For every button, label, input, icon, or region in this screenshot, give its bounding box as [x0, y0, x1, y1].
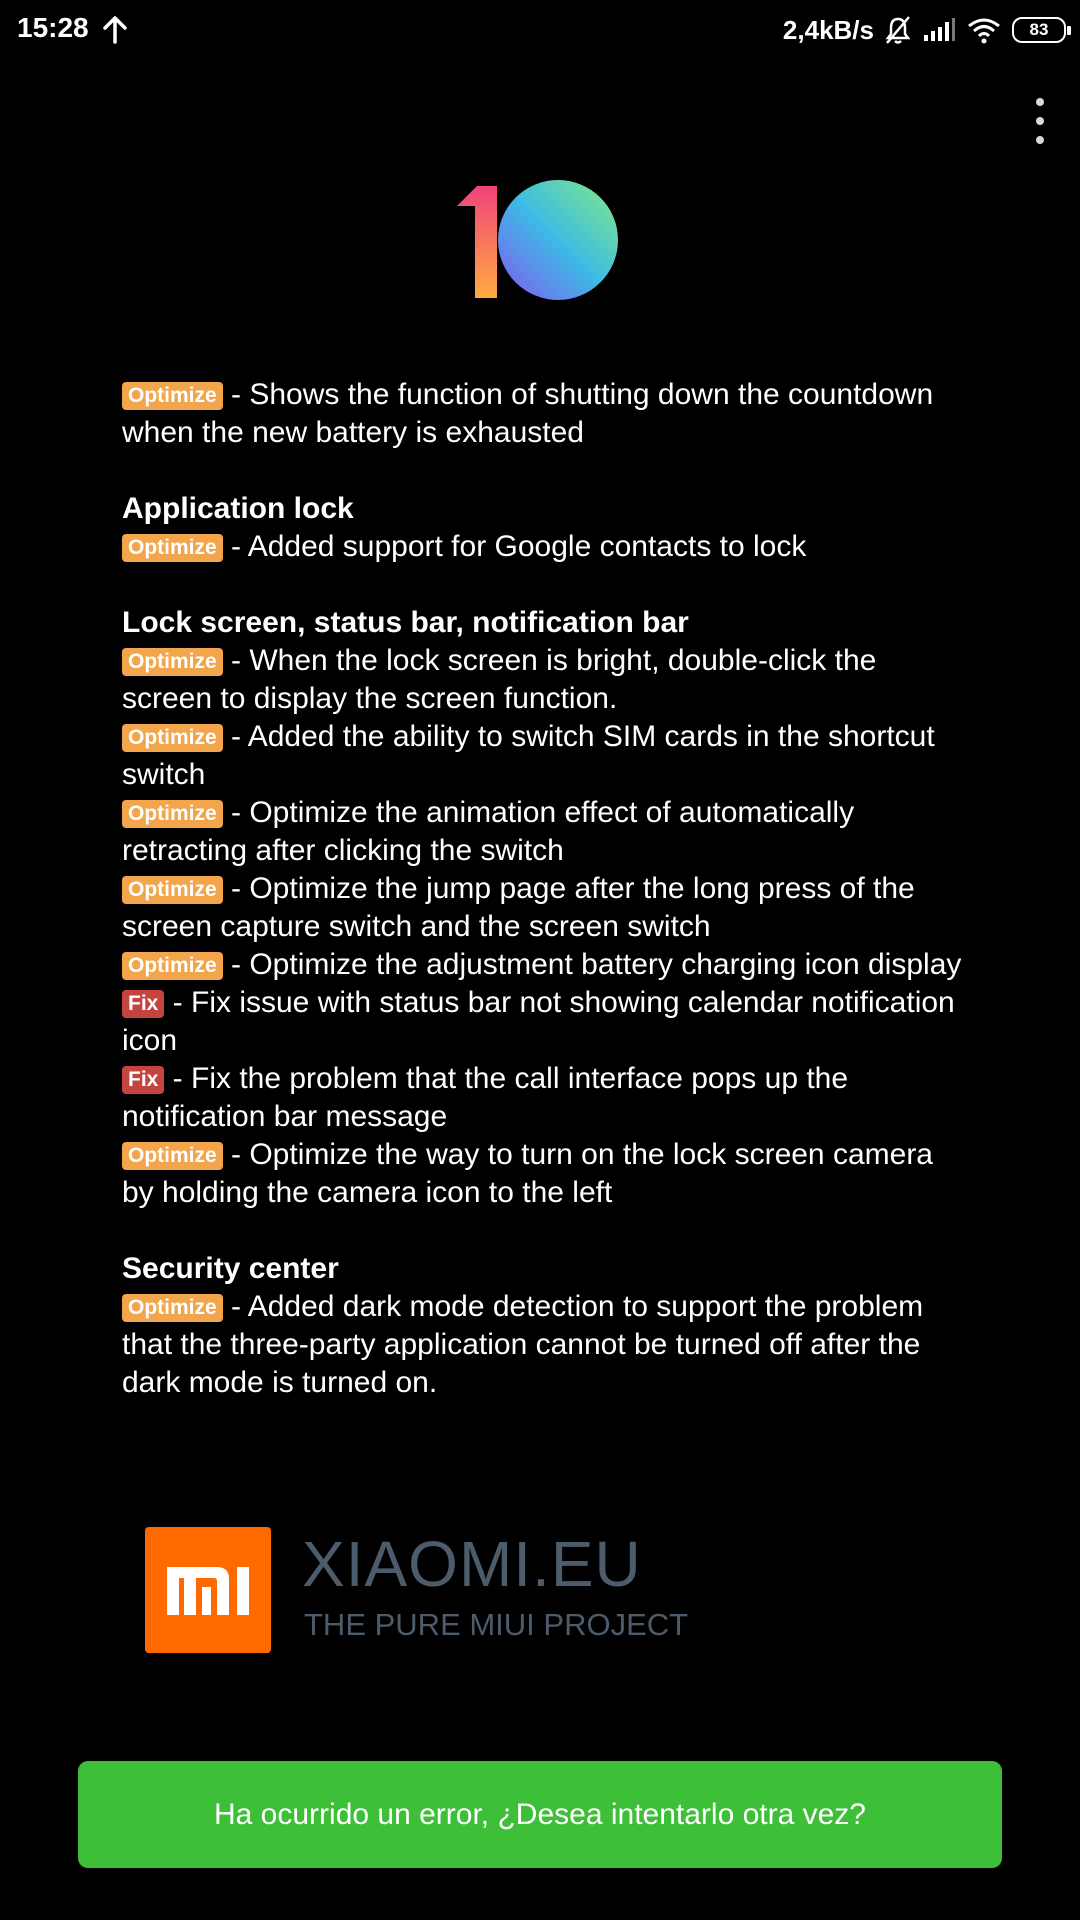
status-icons [783, 12, 1066, 48]
changelog-item [122, 1060, 962, 1136]
battery-icon: 83 [1012, 17, 1066, 43]
miui-10-logo [455, 178, 625, 303]
changelog-item-text: - Shows the function of shutting down the countdown when the new battery is exhausted [122, 378, 934, 449]
changelog-item [122, 1288, 962, 1402]
changelog-item-text: - Added the ability to switch SIM cards in the shortcut switch [122, 720, 935, 791]
mi-logo [145, 1527, 271, 1653]
optimize-badge: Optimize [122, 952, 223, 980]
changelog-item [122, 376, 962, 452]
changelog-item [122, 870, 962, 946]
changelog-item [122, 946, 962, 984]
section-heading: Lock screen, status bar, notification bar [122, 606, 689, 639]
status-time: 15:28 [17, 12, 89, 43]
wifi-icon [966, 16, 1002, 44]
section-heading: Security center [122, 1252, 339, 1285]
changelog-item-text: - Fix the problem that the call interface pops up the notification bar message [122, 1062, 849, 1133]
optimize-badge: Optimize [122, 876, 223, 904]
brand-subtitle: THE PURE MIUI PROJECT [304, 1607, 689, 1642]
changelog-item [122, 718, 962, 794]
changelog-item-text: - When the lock screen is bright, double-click the screen to display the screen function. [122, 644, 877, 715]
optimize-badge: Optimize [122, 800, 223, 828]
changelog-item-text: - Optimize the animation effect of automatically retracting after clicking the switch [122, 796, 855, 867]
changelog-item-text: - Optimize the way to turn on the lock screen camera by holding the camera icon to the left [122, 1138, 933, 1209]
changelog-item-text: - Added dark mode detection to support the problem that the three-party application cannot be turned off after the dark mode is turned on. [122, 1290, 924, 1399]
optimize-badge: Optimize [122, 534, 223, 562]
section-gap [122, 452, 962, 490]
changelog-content [122, 376, 962, 1402]
more-options-icon[interactable] [1028, 98, 1052, 144]
signal-icon [922, 17, 956, 43]
bell-muted-icon [884, 15, 912, 45]
changelog-item [122, 984, 962, 1060]
changelog-item [122, 794, 962, 870]
changelog-item-text: - Optimize the jump page after the long press of the screen capture switch and the screen switch [122, 872, 915, 943]
fix-badge: Fix [122, 990, 164, 1018]
section-gap [122, 1212, 962, 1250]
optimize-badge: Optimize [122, 382, 223, 410]
changelog-item-text: - Fix issue with status bar not showing calendar notification icon [122, 986, 955, 1057]
optimize-badge: Optimize [122, 1142, 223, 1170]
changelog-item [122, 642, 962, 718]
changelog-item-text: - Optimize the adjustment battery charging icon display [222, 948, 962, 981]
optimize-badge: Optimize [122, 1294, 223, 1322]
optimize-badge: Optimize [122, 648, 223, 676]
brand-title: XIAOMI.EU [302, 1528, 642, 1600]
network-speed: 2,4kB/s [782, 14, 874, 45]
upload-arrow-icon [100, 14, 130, 46]
section-heading: Application lock [122, 492, 354, 525]
status-bar [0, 0, 1080, 62]
optimize-badge: Optimize [122, 724, 223, 752]
changelog-item [122, 1136, 962, 1212]
fix-badge: Fix [122, 1066, 164, 1094]
changelog-item-text: - Added support for Google contacts to lock [222, 530, 807, 563]
retry-button[interactable]: Ha ocurrido un error, ¿Desea intentarlo otra vez? [78, 1761, 1002, 1868]
changelog-item [122, 528, 962, 566]
section-gap [122, 566, 962, 604]
